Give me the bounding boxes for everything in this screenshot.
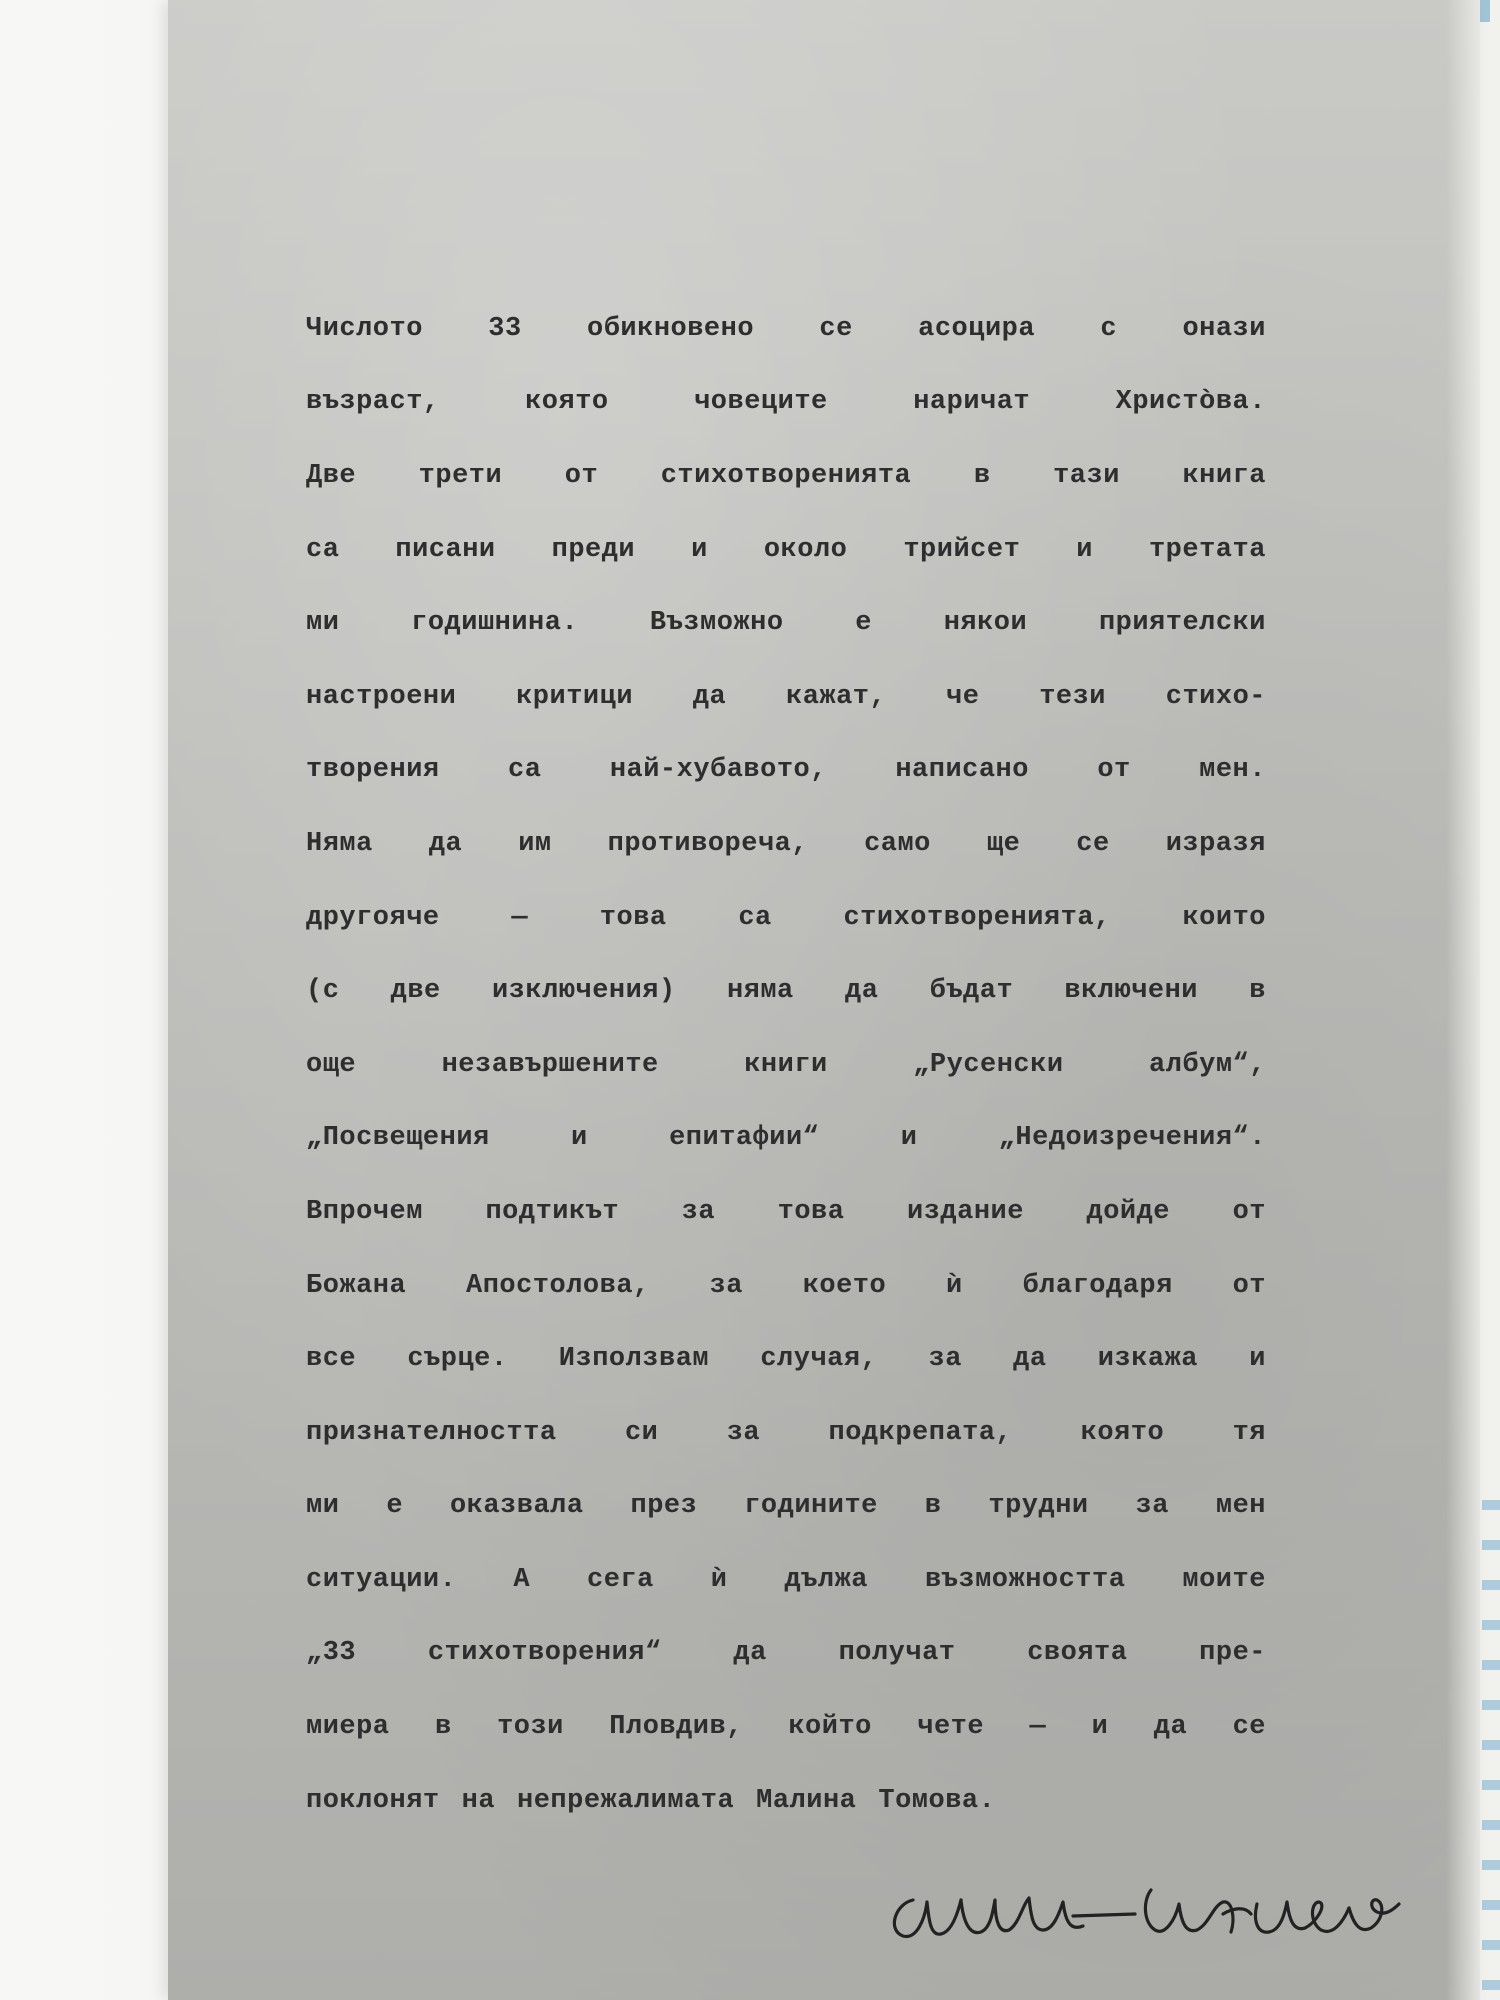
text-word: някои: [943, 608, 1028, 639]
text-word: и: [1249, 1344, 1266, 1375]
text-word: Възможно: [649, 608, 784, 639]
handwritten-signature: [873, 1860, 1433, 1950]
text-word: написано: [895, 755, 1029, 786]
text-line: [306, 1028, 1266, 1102]
text-word: миера: [306, 1712, 390, 1743]
text-word: Апостолова,: [466, 1270, 650, 1301]
text-word: стихотворенията,: [843, 902, 1111, 933]
text-word: се: [819, 313, 853, 344]
text-word: тя: [1232, 1417, 1266, 1448]
text-word: в: [973, 460, 991, 491]
text-word: годините: [744, 1491, 878, 1522]
text-word: си: [624, 1417, 659, 1448]
text-line: [306, 1470, 1266, 1544]
text-word: Томова.: [878, 1785, 996, 1816]
text-word: албум“,: [1149, 1049, 1266, 1080]
text-word: третата: [1148, 534, 1266, 565]
text-line: [306, 1617, 1266, 1691]
text-word: Христòва.: [1115, 387, 1266, 418]
text-word: онази: [1182, 313, 1266, 344]
text-line: [306, 1102, 1266, 1176]
text-word: това: [599, 902, 667, 933]
text-line: [306, 1175, 1266, 1249]
text-word: с: [1100, 313, 1118, 344]
text-line: [306, 1543, 1266, 1617]
text-word: от: [564, 460, 599, 491]
text-word: настроени: [306, 681, 457, 712]
text-word: подкрепата,: [828, 1417, 1013, 1448]
text-word: за: [709, 1270, 743, 1301]
text-word: е: [386, 1491, 404, 1522]
text-word: изкажа: [1097, 1344, 1199, 1375]
text-word: което: [802, 1270, 887, 1301]
text-word: критици: [516, 681, 634, 712]
text-line: [306, 734, 1266, 808]
text-word: да: [692, 681, 727, 712]
text-word: са: [738, 902, 772, 933]
text-word: които: [1182, 902, 1266, 933]
text-line: [306, 292, 1266, 366]
text-line: [306, 1396, 1266, 1470]
text-word: сега: [587, 1564, 654, 1595]
text-word: Използвам: [558, 1344, 710, 1375]
text-word: това: [777, 1196, 845, 1227]
text-word: дойде: [1086, 1196, 1171, 1227]
text-word: от: [1232, 1196, 1266, 1227]
text-word: признателността: [306, 1417, 557, 1448]
text-word: този: [497, 1712, 564, 1743]
text-word: „Русенски: [913, 1049, 1064, 1080]
text-word: обикновено: [587, 313, 755, 344]
text-word: случая,: [760, 1344, 878, 1375]
text-word: и: [691, 534, 708, 565]
text-word: която: [1080, 1417, 1165, 1448]
text-word: най-хубавото,: [609, 755, 827, 786]
text-line: [306, 1764, 1266, 1838]
text-word: и: [1091, 1712, 1109, 1743]
text-word: в: [434, 1712, 452, 1743]
text-word: 33: [488, 313, 522, 344]
text-word: около: [763, 534, 848, 565]
text-word: —: [1029, 1712, 1047, 1743]
text-word: да: [428, 828, 463, 859]
text-word: да: [845, 976, 879, 1007]
text-word: епитафии“: [669, 1123, 820, 1154]
text-word: получат: [838, 1638, 956, 1669]
text-word: мен.: [1199, 755, 1266, 786]
text-word: са: [508, 755, 542, 786]
text-word: се: [1232, 1712, 1266, 1743]
text-word: за: [1135, 1491, 1169, 1522]
text-line: [306, 439, 1266, 513]
text-word: ми: [306, 608, 340, 639]
text-word: моите: [1182, 1564, 1266, 1595]
text-word: стихотворенията: [660, 460, 912, 491]
text-word: все: [306, 1344, 357, 1375]
text-line: [306, 513, 1266, 587]
text-word: „Недоизречения“.: [998, 1123, 1266, 1154]
text-word: се: [1076, 828, 1110, 859]
text-word: стихо-: [1165, 681, 1266, 712]
text-word: пре-: [1199, 1638, 1266, 1669]
text-word: ще: [986, 828, 1021, 859]
text-word: сърце.: [407, 1344, 508, 1375]
text-word: да: [1153, 1712, 1188, 1743]
text-word: другояче: [306, 902, 440, 933]
typewritten-sheet: [168, 0, 1480, 2000]
text-word: писани: [395, 534, 496, 565]
text-word: да: [733, 1638, 767, 1669]
text-word: преди: [551, 534, 636, 565]
text-word: че: [946, 681, 980, 712]
notebook-stripe-right: [1482, 1500, 1500, 2000]
text-word: изключения): [491, 976, 676, 1007]
text-word: са: [306, 534, 340, 565]
text-line: [306, 1249, 1266, 1323]
text-word: е: [855, 608, 872, 639]
text-word: Няма: [306, 828, 373, 859]
text-word: човеците: [694, 387, 828, 418]
text-word: две: [390, 976, 441, 1007]
text-word: своята: [1027, 1638, 1128, 1669]
text-line: [306, 881, 1266, 955]
text-word: издание: [907, 1196, 1024, 1227]
text-word: „33: [306, 1638, 357, 1669]
text-word: ѝ: [710, 1564, 728, 1595]
text-word: Божана: [306, 1270, 407, 1301]
text-word: възможността: [924, 1564, 1126, 1595]
text-word: Числото: [306, 313, 423, 344]
text-word: книги: [744, 1049, 828, 1080]
text-word: от: [1232, 1270, 1266, 1301]
text-word: ситуации.: [306, 1564, 457, 1595]
text-word: непрежалимата: [517, 1785, 735, 1816]
text-word: която: [525, 387, 609, 418]
text-word: поклонят: [306, 1785, 440, 1816]
sheet-edge: [1446, 0, 1480, 2000]
text-word: им: [518, 828, 552, 859]
text-word: от: [1097, 755, 1131, 786]
text-word: за: [726, 1417, 761, 1448]
text-word: включени: [1064, 976, 1199, 1007]
text-line: [306, 807, 1266, 881]
text-word: А: [513, 1564, 531, 1595]
text-word: творения: [306, 755, 440, 786]
text-word: Пловдив,: [609, 1712, 743, 1743]
typewritten-text: [306, 292, 1266, 1837]
text-word: дължа: [784, 1564, 868, 1595]
text-word: още: [306, 1049, 357, 1080]
text-word: незавършените: [441, 1049, 659, 1080]
text-word: в: [924, 1491, 942, 1522]
text-word: и: [900, 1123, 918, 1154]
text-word: наричат: [913, 387, 1031, 418]
text-word: тези: [1039, 681, 1106, 712]
text-word: в: [1249, 976, 1266, 1007]
text-word: подтикът: [485, 1196, 620, 1227]
text-word: ѝ: [946, 1270, 963, 1301]
text-word: Малина: [756, 1785, 857, 1816]
text-word: Впрочем: [306, 1196, 423, 1227]
text-word: благодаря: [1022, 1270, 1173, 1301]
text-word: асоцира: [918, 313, 1036, 344]
text-word: —: [511, 902, 529, 933]
text-line: [306, 1322, 1266, 1396]
text-word: на: [461, 1785, 496, 1816]
text-line: [306, 366, 1266, 440]
text-word: за: [681, 1196, 716, 1227]
text-word: годишнина.: [411, 608, 579, 639]
text-word: книга: [1182, 460, 1266, 491]
text-word: стихотворения“: [427, 1638, 662, 1669]
text-word: противореча,: [607, 828, 809, 859]
text-word: Две: [306, 460, 357, 491]
text-word: който: [788, 1712, 872, 1743]
text-word: няма: [726, 976, 794, 1007]
text-word: приятелски: [1098, 608, 1266, 639]
text-word: да: [1013, 1344, 1047, 1375]
text-line: [306, 954, 1266, 1028]
text-word: трийсет: [903, 534, 1021, 565]
text-word: само: [864, 828, 931, 859]
text-line: [306, 660, 1266, 734]
text-word: (с: [306, 976, 340, 1007]
text-word: трудни: [988, 1491, 1089, 1522]
text-word: „Посвещения: [306, 1123, 490, 1154]
text-word: за: [928, 1344, 962, 1375]
text-word: възраст,: [306, 387, 440, 418]
text-word: чете: [917, 1712, 985, 1743]
text-word: оказвала: [449, 1491, 584, 1522]
text-word: през: [630, 1491, 698, 1522]
text-word: мен: [1215, 1491, 1266, 1522]
text-line: [306, 586, 1266, 660]
text-word: тази: [1053, 460, 1120, 491]
text-word: и: [571, 1123, 588, 1154]
text-word: трети: [418, 460, 503, 491]
text-line: [306, 1690, 1266, 1764]
text-word: бъдат: [929, 976, 1014, 1007]
text-word: ми: [306, 1491, 340, 1522]
text-word: изразя: [1165, 828, 1266, 859]
text-word: и: [1076, 534, 1093, 565]
text-word: кажат,: [786, 681, 887, 712]
